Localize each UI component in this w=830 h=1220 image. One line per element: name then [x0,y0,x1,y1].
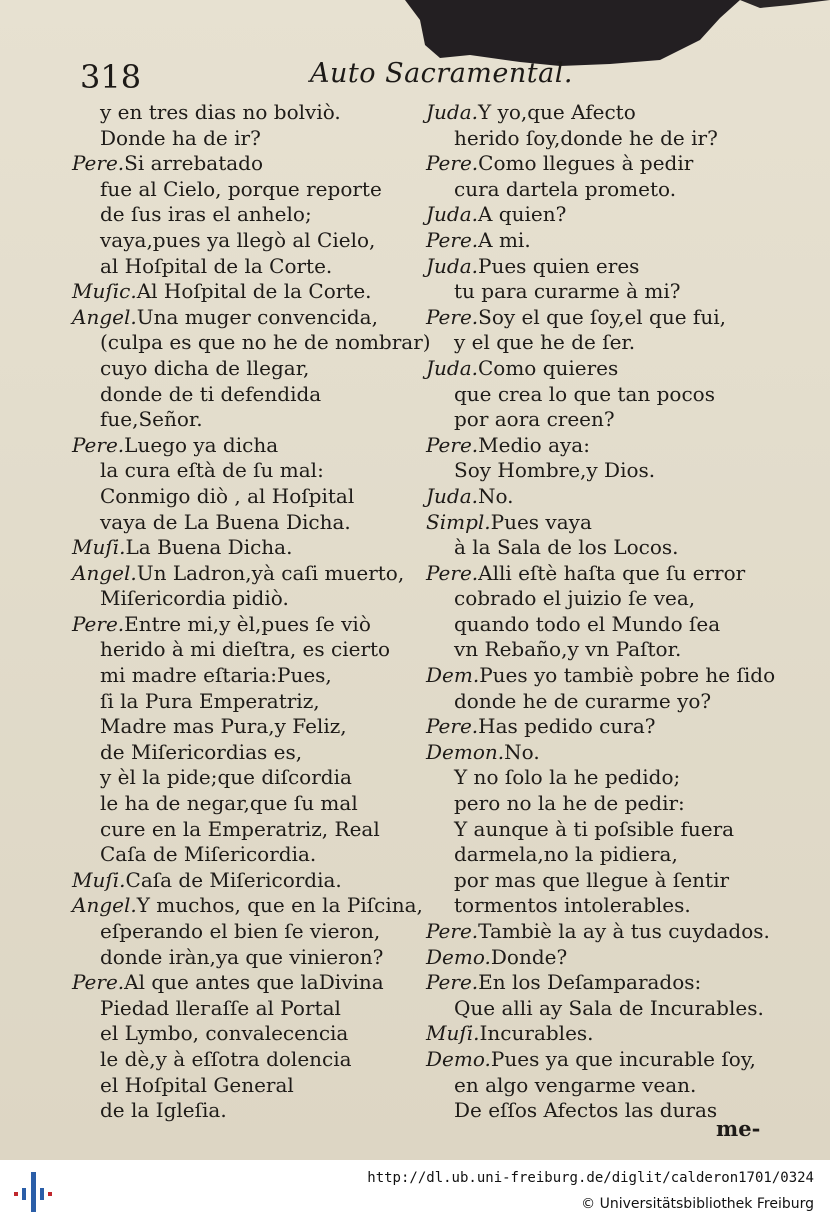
verse-line [426,561,766,587]
speaker-label: Muſi. [72,535,126,560]
verse-text: donde iràn,ya que vinieron? [100,944,384,969]
verse-text: al Hoſpital de la Corte. [100,253,333,278]
verse-line [72,407,417,433]
verse-line [72,765,417,791]
verse-text: Y no ſolo la he pedido; [454,765,681,790]
verse-line [72,100,417,126]
verse-text: Luego ya dicha [124,432,279,457]
verse-text: No. [504,739,540,764]
speaker-label: Pere. [426,432,479,457]
verse-text: Incurables. [479,1021,594,1046]
verse-text: cure en la Emperatriz, Real [100,816,380,841]
verse-line [72,945,417,971]
verse-line [426,868,766,894]
verse-text: Caſa de Miſericordia. [125,867,342,892]
speaker-label: Juda. [426,483,478,508]
speaker-label: Pere. [426,919,479,943]
verse-line [426,663,776,689]
copyright-notice: © Universitätsbibliothek Freiburg [581,1196,814,1212]
speaker-label: Pere. [426,304,479,329]
verse-line [426,1098,766,1124]
speaker-label: Pere. [426,227,479,252]
verse-line [72,151,417,177]
verse-line [72,586,417,612]
verse-line [426,637,766,663]
verse-line [72,458,417,484]
verse-text: cura dartela prometo. [454,176,677,201]
verse-text: Medio aya: [478,432,590,457]
verse-text: por aora creen? [454,407,615,432]
verse-text: La Buena Dicha. [125,535,293,560]
verse-line [426,817,766,843]
verse-text: en algo vengarme vean. [454,1072,697,1097]
speaker-label: Pere. [72,432,125,457]
verse-text: Y yo,que Afecto [477,100,636,124]
verse-text: que crea lo que tan pocos [454,381,715,406]
verse-line [72,1098,417,1124]
verse-line [426,407,766,433]
verse-text: tormentos intolerables. [454,893,691,918]
speaker-label: Demon. [426,739,505,764]
verse-text: pero no la he de pedir: [454,791,685,816]
right-column [426,100,776,1124]
verse-text: Si arrebatado [124,151,264,176]
verse-text: Al que antes que laDivina [124,970,384,995]
speaker-label: Dem. [426,663,480,688]
verse-line [426,202,766,228]
verse-line [72,305,417,331]
verse-text: Alli eſtè haſta que ſu error [478,560,746,585]
verse-text: de la Igleſia. [100,1098,227,1123]
verse-line [72,126,417,152]
speaker-label: Pere. [426,714,479,739]
verse-line [72,868,417,894]
verse-text: Pues ya que incurable ſoy, [490,1046,756,1071]
speaker-label: Pere. [72,151,125,176]
verse-line [426,279,766,305]
verse-text: à la Sala de los Locos. [454,535,679,560]
verse-line [426,842,766,868]
verse-text: ſi la Pura Emperatriz, [100,688,320,713]
verse-line [72,817,417,843]
verse-line [426,433,766,459]
verse-text: Al Hoſpital de la Corte. [136,279,372,304]
verse-line [426,510,766,536]
verse-line [426,919,770,945]
verse-line [72,970,417,996]
verse-line [426,458,766,484]
verse-line [426,151,766,177]
verse-line [426,740,766,766]
verse-text: eſperando el bien ſe vieron, [100,919,381,943]
verse-line [72,893,423,919]
verse-text: No. [477,483,514,508]
verse-line [72,510,417,536]
verse-line [426,228,766,254]
verse-line [72,637,417,663]
verse-text: Soy Hombre,y Dios. [454,458,656,483]
verse-text: Caſa de Miſericordia. [100,842,317,867]
running-head: Auto Sacramental. [310,58,573,89]
verse-text: fue,Señor. [100,407,203,432]
verse-line [72,356,417,382]
verse-text: Conmigo diò , al Hoſpital [100,483,355,508]
verse-line [426,945,766,971]
verse-text: y el que he de ſer. [454,330,636,355]
verse-line [426,612,766,638]
verse-line [426,126,766,152]
verse-text: Pues quien eres [477,253,640,278]
verse-text: (culpa es que no he de nombrar) [100,330,431,355]
speaker-label: Pere. [72,611,125,636]
verse-text: Tambiè la ay à tus cuydados. [478,919,770,943]
verse-line [426,330,766,356]
verse-line [72,714,417,740]
verse-text: por mas que llegue à ſentir [454,867,730,892]
verse-text: Y muchos, que en la Piſcina, [136,893,423,918]
verse-text: herido à mi dieſtra, es cierto [100,637,391,662]
verse-text: y en tres dias no bolviò. [100,100,341,124]
verse-line [72,202,417,228]
left-column [72,100,431,1124]
verse-line [72,740,417,766]
verse-text: A mi. [478,227,531,252]
verse-line [426,714,766,740]
verse-text: cuyo dicha de llegar, [100,355,310,380]
verse-line [72,663,417,689]
verse-text: darmela,no la pidiera, [454,842,678,867]
page-number: 318 [80,58,142,96]
verse-text: De eſſos Afectos las duras [454,1098,718,1123]
verse-line [72,484,417,510]
verse-text: donde de ti defendida [100,381,322,406]
verse-text: el Lymbo, convalecencia [100,1021,349,1046]
verse-text: Entre mi,y èl,pues ſe viò [124,611,371,636]
verse-text: Que alli ay Sala de Incurables. [454,995,764,1020]
verse-text: Donde ha de ir? [100,125,261,150]
verse-line [426,356,766,382]
speaker-label: Angel. [72,560,137,585]
verse-line [426,996,766,1022]
verse-line [426,100,766,126]
speaker-label: Juda. [426,100,478,124]
verse-line [426,254,766,280]
verse-text: Como quieres [477,355,619,380]
verse-line [72,535,417,561]
source-url-link[interactable]: http://dl.ub.uni-freiburg.de/diglit/calderon1701/0324 [367,1170,814,1186]
verse-text: Madre mas Pura,y Feliz, [100,714,347,739]
speaker-label: Simpl. [426,509,491,534]
verse-text: vaya,pues ya llegò al Cielo, [100,227,376,252]
speaker-label: Angel. [72,304,137,329]
speaker-label: Muſi. [426,1021,480,1046]
verse-line [426,765,766,791]
speaker-label: Demo. [426,944,491,969]
verse-line [72,996,417,1022]
verse-text: Un Ladron,yà caſi muerto, [136,560,405,585]
speaker-label: Pere. [426,970,479,995]
verse-text: Has pedido cura? [478,714,656,739]
verse-text: Piedad lleгaſſe al Portal [100,995,341,1020]
verse-text: mi madre eſtaria:Pues, [100,663,332,688]
speaker-label: Pere. [426,151,479,176]
speaker-label: Juda. [426,202,478,227]
speaker-label: Juda. [426,355,478,380]
verse-text: Pues vaya [490,509,592,534]
verse-text: tu para curarme à mi? [454,279,681,304]
speaker-label: Pere. [426,560,479,585]
speaker-label: Juda. [426,253,478,278]
verse-line [426,305,766,331]
speaker-label: Demo. [426,1046,491,1071]
verse-text: herido ſoy,donde he de ir? [454,125,718,150]
verse-text: la cura eſtà de ſu mal: [100,458,324,483]
verse-line [72,1021,417,1047]
verse-line [72,791,417,817]
verse-text: Una muger convencida, [136,304,378,329]
verse-line [72,254,417,280]
verse-line [426,689,766,715]
verse-line [426,1021,766,1047]
verse-text: le ha de negar,que ſu mal [100,791,358,816]
verse-line [72,842,417,868]
verse-text: le dè,y à eſſotra dolencia [100,1046,352,1071]
verse-text: Pues yo tambiè pobre he ſido [479,663,776,688]
viewer-footer [0,1160,830,1220]
verse-line [72,177,417,203]
verse-line [72,1047,417,1073]
verse-text: vaya de La Buena Dicha. [100,509,351,534]
verse-line [426,791,766,817]
verse-line [72,612,417,638]
verse-text: vn Rebaño,y vn Paſtor. [454,637,682,662]
verse-text: cobrado el juizio ſe vea, [454,586,696,611]
verse-line [72,279,417,305]
verse-line [426,382,766,408]
speaker-label: Angel. [72,893,137,918]
verse-text: fue al Cielo, porque reporte [100,176,382,201]
verse-line [72,689,417,715]
verse-text: el Hoſpital General [100,1072,294,1097]
verse-line [72,561,417,587]
verse-line [426,484,766,510]
verse-text: y èl la pide;que diſcordia [100,765,352,790]
verse-text: Donde? [490,944,568,969]
verse-line [72,330,431,356]
verse-line [426,893,766,919]
verse-line [426,970,766,996]
verse-text: A quien? [477,202,567,227]
verse-line [426,177,766,203]
speaker-label: Pere. [72,970,125,995]
verse-text: de ſus iras el anhelo; [100,202,312,227]
speaker-label: Muſic. [72,279,137,304]
verse-line [426,1047,766,1073]
verse-text: Miſericordia pidiò. [100,586,289,611]
verse-text: quando todo el Mundo ſea [454,611,721,636]
verse-line [72,228,417,254]
verse-line [72,1073,417,1099]
verse-text: de Miſericordias es, [100,739,303,764]
verse-text: Como llegues à pedir [478,151,694,176]
ub-freiburg-logo-icon [12,1172,54,1212]
verse-line [426,586,766,612]
verse-line [426,535,766,561]
catchword: me- [716,1116,761,1141]
verse-text: En los Deſamparados: [478,970,702,995]
verse-text: donde he de curarme yo? [454,688,712,713]
verse-text: Soy el que ſoy,el que fui, [478,304,726,329]
speaker-label: Muſi. [72,867,126,892]
verse-line [72,382,417,408]
verse-line [72,433,417,459]
verse-line [72,919,417,945]
verse-text: Y aunque à ti poſsible fuera [454,816,735,841]
verse-line [426,1073,766,1099]
